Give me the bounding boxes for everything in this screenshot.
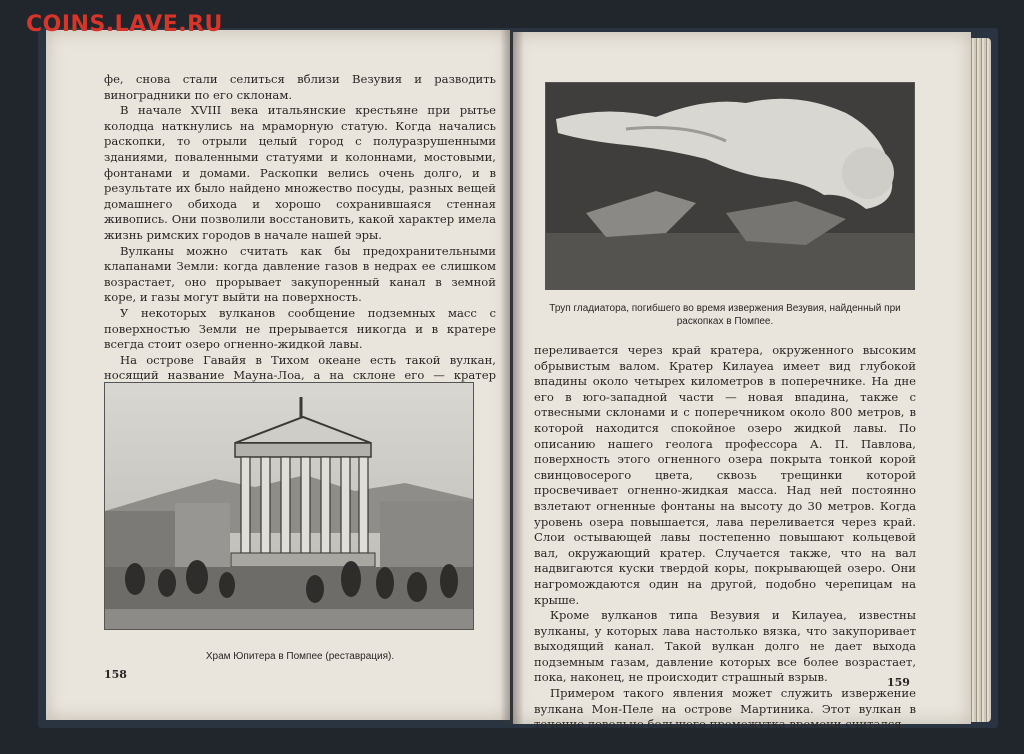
paragraph: В начале XVIII века итальянские крестьяне при рытье колодца наткнулись на мраморную статую. Когда начались раскопки, то отрыли целый город с полуразрушенными зданиями, поваленными статуями и колоннами, мостовыми, фонтанами и домами. Раскопки велись очень долго, и в результате их было найдено множество посуды, разных вещей домашнего обихода и хорошо сохранившаяся стенная живопись. Они позволили восстановить, какой характер имела жизнь римских городов в начале нашей эры. <box>104 103 496 242</box>
temple-caption: Храм Юпитера в Помпее (реставрация). <box>205 651 395 662</box>
paragraph: Примером такого явления может служить извержение вулкана Мон-Пеле на острове Мартиника. Этот вулкан в течение довольно большого промежутка времени считался <box>534 686 916 732</box>
gladiator-caption: Труп гладиатора, погибшего во время извержения Везувия, найденный при раскопках в Помпее. <box>549 303 901 327</box>
right-page <box>513 32 971 732</box>
gladiator-cast-photo <box>545 82 915 290</box>
paragraph: У некоторых вулканов сообщение подземных масс с поверхностью Земли не прерывается никогда и в кратере всегда стоит озеро огненно-жидкой лавы. <box>104 305 496 352</box>
right-page-text <box>534 343 916 733</box>
paragraph: Вулканы можно считать как бы предохранительными клапанами Земли: когда давление газов в недрах ее слишком возрастает, оно прорывает закупоренный канал в земной коре, и газы могут выйти на поверхность. <box>104 243 496 305</box>
paragraph: переливается через край кратера, окруженного высоким обрывистым валом. Кратер Килауеа имеет вид глубокой впадины около четырех километров в поперечнике. На дне его в юго-западной части — новая впадина, также с отвесными склонами и с поперечником около 800 метров, в которой находится спокойное озеро жидкой лавы. По описанию нашего геолога профессора А. П. Павлова, поверхность этого огненного озера покрыта тонкой корой свинцовосерого цвета, сквозь трещинки которой просвечивает огненно-жидкая масса. Над ней постоянно взлетают огненные фонтаны на высоту до 30 метров. Когда уровень озера повышается, лава переливается через край. Слои остывающей лавы постепенно повышают кольцевой вал, окружающий кратер. Случается также, что на вал надвигаются куски твердой коры, покрывающей озеро. Они нагромождаются один на другой, подобно черепицам на крыше. <box>534 343 916 607</box>
page-number: 158 <box>104 668 127 681</box>
watermark: COINS.LAVE.RU <box>26 12 223 37</box>
paragraph: Кроме вулканов типа Везувия и Килауеа, известны вулканы, у которых лава настолько вязка, что закупоривает выходящий канал. Такой вулкан долго не дает выхода подземным газам, давление которых все более возрастает, пока, наконец, не происходит страшный взрыв. <box>534 608 916 685</box>
left-page-text <box>104 72 496 399</box>
page-number: 159 <box>887 676 910 689</box>
paragraph: На острове Гавайя в Тихом океане есть такой вулкан, носящий название Мауна-Лоа, а на склоне его — кратер <box>104 352 496 383</box>
paragraph: фе, снова стали селиться вблизи Везувия и разводить виноградники по его склонам. <box>104 72 496 102</box>
temple-of-jupiter-illustration <box>104 382 474 630</box>
page-edges <box>969 38 991 722</box>
left-page <box>46 30 510 720</box>
book-gutter <box>500 30 524 724</box>
